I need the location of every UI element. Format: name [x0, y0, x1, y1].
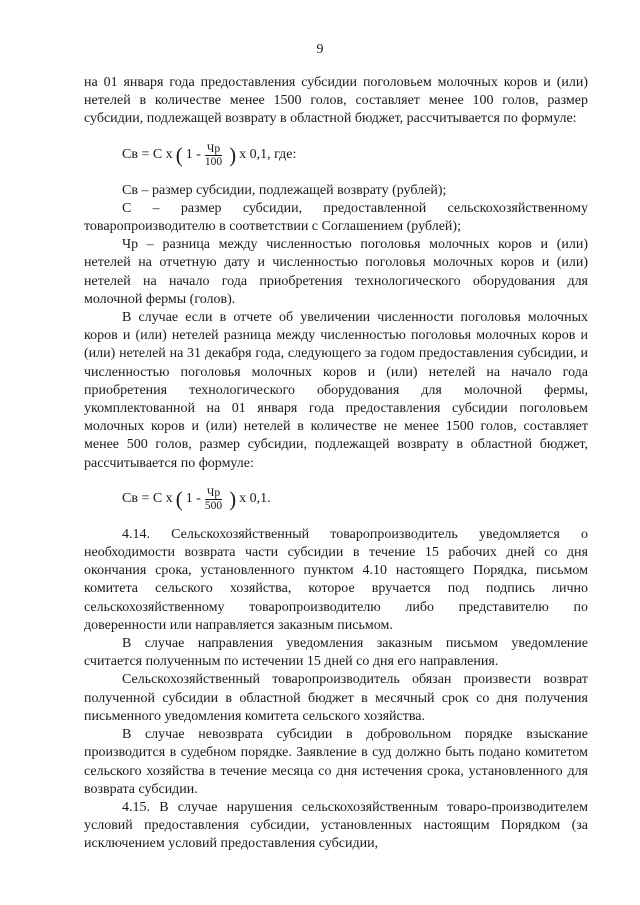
paragraph-judicial-recovery: В случае невозврата субсидии в добровольном порядке взыскание производится в судебном порядке. Заявление в суд должно быть подано комитетом сельского хозяйства в течение месяца со дня истечения срока, установленного для возврата субсидии.: [84, 727, 588, 797]
formula-1-close-paren: ): [229, 142, 237, 167]
paragraph-registered-letter: В случае направления уведомления заказным письмом уведомление считается полученным по истечении 15 дней со дня его направления.: [84, 636, 588, 670]
definition-sv: Св – размер субсидии, подлежащей возврату (рублей);: [122, 182, 447, 198]
paragraph-case-1500: В случае если в отчете об увеличении численности поголовья молочных коров и (или) нетелей разница между численностью поголовья молочных коров и (или) нетелей на 31 декабря года, следующего за годом предоставления субсидии, и численностью поголовья молочных коров и (или) нетелей на начало года приобретения технологического оборудования для молочной фермы, укомплектованной на 01 января года предоставления субсидии поголовьем молочных коров и (или) нетелей в количестве не менее 1500 голов, составляет менее 500 голов, размер субсидии, подлежащей возврату в областной бюджет, рассчитывается по формуле:: [84, 310, 588, 471]
formula-2-denominator: 500: [204, 499, 223, 512]
paragraph-4-15: 4.15. В случае нарушения сельскохозяйственным товаро-производителем условий предоставления субсидии, установленных настоящим Порядком (за исключением условий предоставления субсидии,: [84, 799, 588, 852]
paragraph-continuation: на 01 января года предоставления субсидии поголовьем молочных коров и (или) нетелей в количестве менее 1500 голов, составляет менее 100 голов, размер субсидии, подлежащей возврату в областной бюджет, рассчитывается по формуле:: [84, 75, 588, 127]
formula-1-lhs: Св = С х: [122, 147, 173, 162]
formula-2-fraction: [203, 487, 224, 512]
formula-2-close-paren: ): [229, 486, 237, 511]
formula-2-one-minus: 1 -: [185, 491, 201, 507]
formula-2: [122, 487, 588, 512]
definition-s: С – размер субсидии, предоставленной сельскохозяйственному товаропроизводителю в соответствии с Соглашением (рублей);: [84, 200, 588, 235]
definition-chr: Чр – разница между численностью поголовья молочных коров и (или) нетелей на отчетную дату и численностью поголовья молочных коров и (или) нетелей на начало года приобретения технологического оборудования для молочной фермы (голов).: [84, 237, 588, 307]
formula-2-lhs: Св = С х: [122, 491, 173, 507]
formula-2-tail: х 0,1.: [239, 491, 271, 507]
page-number: 9: [316, 42, 324, 57]
formula-1-numerator: Чр: [206, 142, 221, 155]
formula-1-open-paren: (: [175, 142, 183, 167]
formula-1-one-minus: 1 -: [185, 147, 201, 162]
formula-2-numerator: Чр: [206, 486, 221, 499]
formula-1-fraction: [203, 143, 224, 168]
formula-2-open-paren: (: [175, 486, 183, 511]
formula-1-tail: х 0,1, где:: [239, 147, 297, 162]
paragraph-return-obligation: Сельскохозяйственный товаропроизводитель обязан произвести возврат полученной субсидии в областной бюджет в месячный срок со дня получения письменного уведомления комитета сельского хозяйства.: [84, 672, 588, 724]
document-body: [84, 74, 588, 854]
paragraph-4-14: 4.14. Сельскохозяйственный товаропроизводитель уведомляется о необходимости возврата части субсидии в течение 15 рабочих дней со дня окончания срока, установленного пунктом 4.10 настоящего Порядка, письмом комитета сельского хозяйства, которое вручается под подпись лично сельскохозяйственному товаропроизводителю либо представителю по доверенности или направляется заказным письмом.: [84, 526, 588, 633]
formula-1: [122, 143, 588, 168]
formula-1-denominator: 100: [204, 155, 223, 168]
